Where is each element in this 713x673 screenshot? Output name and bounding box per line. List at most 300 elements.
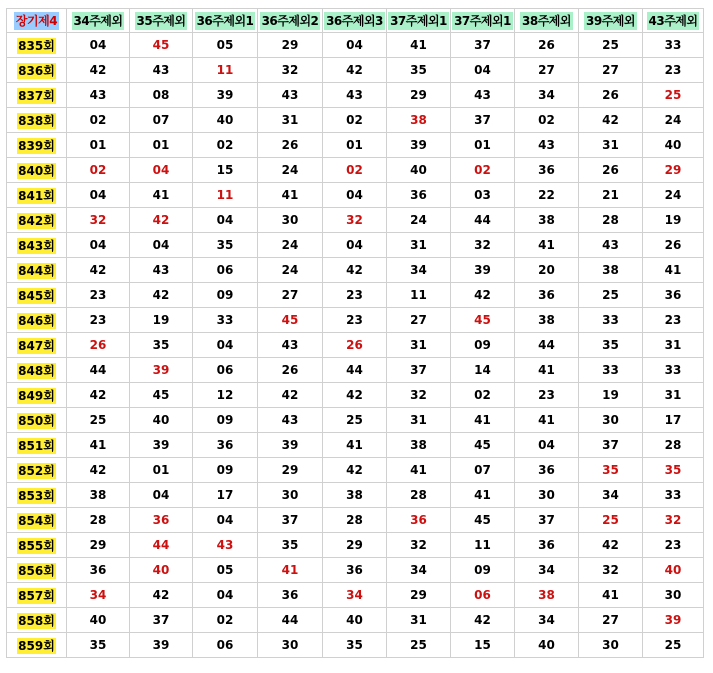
number-cell: 24 <box>258 258 323 283</box>
draw-number: 856회 <box>18 563 55 578</box>
number-cell: 36 <box>515 283 579 308</box>
number-cell: 02 <box>193 608 258 633</box>
number-cell: 30 <box>579 633 643 658</box>
number-cell: 29 <box>387 583 451 608</box>
number-cell: 23 <box>643 308 704 333</box>
draw-number: 858회 <box>18 613 55 628</box>
draw-cell <box>7 308 67 333</box>
table-row <box>7 158 704 183</box>
table-row <box>7 133 704 158</box>
column-header-label: 36주제외2 <box>261 13 319 28</box>
draw-cell <box>7 583 67 608</box>
table-row <box>7 108 704 133</box>
table-row <box>7 183 704 208</box>
number-cell: 30 <box>515 483 579 508</box>
number-cell: 44 <box>323 358 387 383</box>
draw-number: 847회 <box>18 338 55 353</box>
number-cell: 12 <box>193 383 258 408</box>
number-cell: 45 <box>258 308 323 333</box>
number-cell: 40 <box>643 133 704 158</box>
draw-cell <box>7 458 67 483</box>
number-cell: 41 <box>451 408 515 433</box>
number-cell: 31 <box>387 408 451 433</box>
number-cell: 09 <box>193 283 258 308</box>
number-cell: 17 <box>643 408 704 433</box>
number-cell: 04 <box>67 233 130 258</box>
number-cell: 37 <box>258 508 323 533</box>
number-cell: 36 <box>643 283 704 308</box>
number-cell: 06 <box>451 583 515 608</box>
number-cell: 35 <box>387 58 451 83</box>
number-cell: 02 <box>67 158 130 183</box>
number-cell: 42 <box>323 458 387 483</box>
number-cell: 29 <box>258 33 323 58</box>
table-row <box>7 83 704 108</box>
number-cell: 34 <box>387 258 451 283</box>
number-cell: 36 <box>258 583 323 608</box>
number-cell: 02 <box>515 108 579 133</box>
number-cell: 41 <box>643 258 704 283</box>
number-cell: 39 <box>451 258 515 283</box>
draw-cell <box>7 133 67 158</box>
number-cell: 02 <box>451 158 515 183</box>
draw-cell <box>7 633 67 658</box>
number-cell: 42 <box>67 458 130 483</box>
number-cell: 37 <box>515 508 579 533</box>
number-cell: 36 <box>515 458 579 483</box>
number-cell: 30 <box>579 408 643 433</box>
draw-number: 850회 <box>18 413 55 428</box>
number-cell: 38 <box>387 433 451 458</box>
number-cell: 29 <box>67 533 130 558</box>
number-cell: 43 <box>579 233 643 258</box>
number-cell: 15 <box>451 633 515 658</box>
number-cell: 40 <box>67 608 130 633</box>
number-cell: 01 <box>130 458 193 483</box>
number-cell: 37 <box>579 433 643 458</box>
number-cell: 37 <box>451 33 515 58</box>
number-cell: 36 <box>387 508 451 533</box>
number-cell: 38 <box>387 108 451 133</box>
draw-number: 840회 <box>18 163 55 178</box>
draw-cell <box>7 158 67 183</box>
draw-cell <box>7 83 67 108</box>
number-cell: 42 <box>323 383 387 408</box>
draw-cell <box>7 408 67 433</box>
number-cell: 34 <box>515 83 579 108</box>
table-body <box>7 33 704 658</box>
table-row <box>7 358 704 383</box>
number-cell: 43 <box>451 83 515 108</box>
table-row <box>7 408 704 433</box>
table-row <box>7 258 704 283</box>
number-cell: 04 <box>67 33 130 58</box>
number-cell: 04 <box>323 183 387 208</box>
number-cell: 34 <box>515 608 579 633</box>
number-cell: 19 <box>130 308 193 333</box>
number-cell: 05 <box>193 558 258 583</box>
draw-number: 839회 <box>18 138 55 153</box>
column-header-label: 35주제외 <box>136 13 186 28</box>
number-cell: 09 <box>193 408 258 433</box>
number-cell: 26 <box>643 233 704 258</box>
number-cell: 32 <box>643 508 704 533</box>
column-header <box>67 9 130 33</box>
number-cell: 26 <box>258 358 323 383</box>
number-cell: 42 <box>451 608 515 633</box>
number-cell: 37 <box>451 108 515 133</box>
column-header <box>643 9 704 33</box>
draw-cell <box>7 608 67 633</box>
number-cell: 43 <box>323 83 387 108</box>
draw-number: 845회 <box>18 288 55 303</box>
number-cell: 36 <box>67 558 130 583</box>
number-cell: 06 <box>193 358 258 383</box>
number-cell: 34 <box>515 558 579 583</box>
number-cell: 19 <box>579 383 643 408</box>
number-cell: 04 <box>130 158 193 183</box>
number-cell: 38 <box>579 258 643 283</box>
number-cell: 38 <box>323 483 387 508</box>
draw-number: 855회 <box>18 538 55 553</box>
number-cell: 35 <box>258 533 323 558</box>
number-cell: 04 <box>193 208 258 233</box>
column-header-label: 34주제외 <box>73 13 123 28</box>
number-cell: 40 <box>323 608 387 633</box>
number-cell: 24 <box>643 108 704 133</box>
draw-number: 848회 <box>18 363 55 378</box>
number-cell: 28 <box>323 508 387 533</box>
number-cell: 44 <box>515 333 579 358</box>
draw-number: 857회 <box>18 588 55 603</box>
number-cell: 04 <box>515 433 579 458</box>
table-row <box>7 58 704 83</box>
number-cell: 35 <box>323 633 387 658</box>
number-cell: 05 <box>193 33 258 58</box>
number-cell: 41 <box>515 233 579 258</box>
number-cell: 41 <box>130 183 193 208</box>
number-cell: 41 <box>515 408 579 433</box>
number-cell: 33 <box>643 33 704 58</box>
number-cell: 30 <box>258 208 323 233</box>
number-cell: 42 <box>130 208 193 233</box>
number-cell: 41 <box>515 358 579 383</box>
draw-cell <box>7 433 67 458</box>
number-cell: 39 <box>387 133 451 158</box>
number-cell: 09 <box>451 558 515 583</box>
number-cell: 33 <box>643 358 704 383</box>
column-header-label: 장기제4 <box>15 13 58 28</box>
lottery-exclusion-table <box>6 8 704 658</box>
number-cell: 25 <box>643 83 704 108</box>
draw-number: 843회 <box>18 238 55 253</box>
number-cell: 07 <box>451 458 515 483</box>
number-cell: 09 <box>193 458 258 483</box>
table-row <box>7 208 704 233</box>
number-cell: 04 <box>451 58 515 83</box>
number-cell: 38 <box>515 308 579 333</box>
table-row <box>7 558 704 583</box>
number-cell: 32 <box>579 558 643 583</box>
number-cell: 39 <box>193 83 258 108</box>
number-cell: 33 <box>579 358 643 383</box>
draw-cell <box>7 233 67 258</box>
table-row <box>7 533 704 558</box>
number-cell: 29 <box>387 83 451 108</box>
number-cell: 40 <box>515 633 579 658</box>
draw-number: 849회 <box>18 388 55 403</box>
draw-number: 859회 <box>18 638 55 653</box>
number-cell: 27 <box>579 58 643 83</box>
number-cell: 22 <box>515 183 579 208</box>
number-cell: 11 <box>193 58 258 83</box>
draw-number: 836회 <box>18 63 55 78</box>
table-row <box>7 308 704 333</box>
table-row <box>7 483 704 508</box>
number-cell: 30 <box>643 583 704 608</box>
table-row <box>7 508 704 533</box>
draw-cell <box>7 533 67 558</box>
number-cell: 43 <box>258 408 323 433</box>
number-cell: 25 <box>323 408 387 433</box>
table-row <box>7 608 704 633</box>
number-cell: 34 <box>323 583 387 608</box>
draw-number: 838회 <box>18 113 55 128</box>
number-cell: 15 <box>193 158 258 183</box>
number-cell: 40 <box>130 558 193 583</box>
number-cell: 11 <box>387 283 451 308</box>
column-header-label: 39주제외 <box>586 13 635 28</box>
number-cell: 04 <box>193 333 258 358</box>
table-row <box>7 333 704 358</box>
column-header-label: 36주제외1 <box>196 13 254 28</box>
number-cell: 35 <box>579 333 643 358</box>
draw-cell <box>7 258 67 283</box>
number-cell: 02 <box>323 108 387 133</box>
number-cell: 41 <box>387 33 451 58</box>
number-cell: 11 <box>193 183 258 208</box>
column-header-label: 43주제외 <box>648 13 698 28</box>
number-cell: 09 <box>451 333 515 358</box>
number-cell: 39 <box>130 633 193 658</box>
draw-cell <box>7 333 67 358</box>
number-cell: 25 <box>387 633 451 658</box>
column-header <box>130 9 193 33</box>
number-cell: 43 <box>130 58 193 83</box>
number-cell: 42 <box>67 383 130 408</box>
number-cell: 31 <box>387 608 451 633</box>
number-cell: 08 <box>130 83 193 108</box>
table-row <box>7 383 704 408</box>
number-cell: 45 <box>130 33 193 58</box>
number-cell: 19 <box>643 208 704 233</box>
draw-cell <box>7 108 67 133</box>
number-cell: 04 <box>193 508 258 533</box>
number-cell: 39 <box>258 433 323 458</box>
table-row <box>7 458 704 483</box>
number-cell: 42 <box>67 258 130 283</box>
number-cell: 04 <box>193 583 258 608</box>
number-cell: 24 <box>387 208 451 233</box>
column-header <box>451 9 515 33</box>
draw-cell <box>7 558 67 583</box>
number-cell: 41 <box>258 558 323 583</box>
number-cell: 45 <box>451 308 515 333</box>
column-header <box>387 9 451 33</box>
number-cell: 25 <box>643 633 704 658</box>
number-cell: 36 <box>193 433 258 458</box>
number-cell: 45 <box>451 433 515 458</box>
number-cell: 31 <box>387 333 451 358</box>
number-cell: 29 <box>258 458 323 483</box>
table-row <box>7 633 704 658</box>
table-row <box>7 433 704 458</box>
number-cell: 40 <box>643 558 704 583</box>
number-cell: 42 <box>130 583 193 608</box>
draw-number: 837회 <box>18 88 55 103</box>
number-cell: 37 <box>130 608 193 633</box>
number-cell: 43 <box>193 533 258 558</box>
number-cell: 14 <box>451 358 515 383</box>
number-cell: 36 <box>323 558 387 583</box>
number-cell: 25 <box>579 33 643 58</box>
number-cell: 02 <box>193 133 258 158</box>
number-cell: 32 <box>387 383 451 408</box>
number-cell: 42 <box>579 533 643 558</box>
number-cell: 42 <box>579 108 643 133</box>
draw-number: 852회 <box>18 463 55 478</box>
number-cell: 24 <box>258 158 323 183</box>
number-cell: 42 <box>67 58 130 83</box>
draw-number: 844회 <box>18 263 55 278</box>
number-cell: 33 <box>193 308 258 333</box>
number-cell: 21 <box>579 183 643 208</box>
column-header <box>193 9 258 33</box>
number-cell: 42 <box>451 283 515 308</box>
number-cell: 33 <box>643 483 704 508</box>
table-row <box>7 583 704 608</box>
number-cell: 41 <box>579 583 643 608</box>
number-cell: 34 <box>67 583 130 608</box>
draw-cell <box>7 183 67 208</box>
number-cell: 32 <box>451 233 515 258</box>
number-cell: 07 <box>130 108 193 133</box>
column-header <box>258 9 323 33</box>
draw-cell <box>7 383 67 408</box>
number-cell: 40 <box>193 108 258 133</box>
number-cell: 44 <box>130 533 193 558</box>
number-cell: 41 <box>67 433 130 458</box>
draw-cell <box>7 33 67 58</box>
number-cell: 31 <box>387 233 451 258</box>
number-cell: 23 <box>67 283 130 308</box>
number-cell: 28 <box>579 208 643 233</box>
number-cell: 28 <box>67 508 130 533</box>
number-cell: 33 <box>579 308 643 333</box>
number-cell: 23 <box>643 533 704 558</box>
number-cell: 04 <box>130 233 193 258</box>
draw-cell <box>7 508 67 533</box>
number-cell: 23 <box>323 308 387 333</box>
number-cell: 39 <box>130 433 193 458</box>
number-cell: 01 <box>130 133 193 158</box>
draw-number: 854회 <box>18 513 55 528</box>
number-cell: 26 <box>67 333 130 358</box>
number-cell: 25 <box>579 283 643 308</box>
number-cell: 44 <box>67 358 130 383</box>
number-cell: 25 <box>579 508 643 533</box>
number-cell: 25 <box>67 408 130 433</box>
number-cell: 32 <box>387 533 451 558</box>
number-cell: 23 <box>323 283 387 308</box>
number-cell: 45 <box>130 383 193 408</box>
column-header-label: 37주제외1 <box>390 13 447 28</box>
number-cell: 29 <box>643 158 704 183</box>
number-cell: 06 <box>193 258 258 283</box>
number-cell: 31 <box>643 383 704 408</box>
draw-number: 841회 <box>18 188 55 203</box>
number-cell: 26 <box>323 333 387 358</box>
number-cell: 45 <box>451 508 515 533</box>
number-cell: 39 <box>643 608 704 633</box>
number-cell: 11 <box>451 533 515 558</box>
draw-cell <box>7 483 67 508</box>
number-cell: 38 <box>67 483 130 508</box>
number-cell: 02 <box>67 108 130 133</box>
number-cell: 43 <box>130 258 193 283</box>
number-cell: 31 <box>579 133 643 158</box>
number-cell: 01 <box>451 133 515 158</box>
number-cell: 27 <box>258 283 323 308</box>
number-cell: 20 <box>515 258 579 283</box>
column-header <box>515 9 579 33</box>
number-cell: 40 <box>130 408 193 433</box>
number-cell: 31 <box>258 108 323 133</box>
header-row <box>7 9 704 33</box>
number-cell: 23 <box>643 58 704 83</box>
number-cell: 43 <box>258 333 323 358</box>
number-cell: 28 <box>387 483 451 508</box>
number-cell: 28 <box>643 433 704 458</box>
draw-number: 842회 <box>18 213 55 228</box>
number-cell: 37 <box>387 358 451 383</box>
number-cell: 43 <box>515 133 579 158</box>
table-row <box>7 283 704 308</box>
number-cell: 23 <box>67 308 130 333</box>
number-cell: 31 <box>643 333 704 358</box>
number-cell: 35 <box>130 333 193 358</box>
column-header-label: 36주제외3 <box>326 13 383 28</box>
number-cell: 17 <box>193 483 258 508</box>
number-cell: 32 <box>323 208 387 233</box>
number-cell: 34 <box>579 483 643 508</box>
number-cell: 27 <box>579 608 643 633</box>
number-cell: 30 <box>258 633 323 658</box>
number-cell: 30 <box>258 483 323 508</box>
number-cell: 41 <box>451 483 515 508</box>
number-cell: 34 <box>387 558 451 583</box>
number-cell: 40 <box>387 158 451 183</box>
number-cell: 26 <box>515 33 579 58</box>
number-cell: 43 <box>67 83 130 108</box>
number-cell: 42 <box>323 258 387 283</box>
draw-cell <box>7 358 67 383</box>
number-cell: 42 <box>323 58 387 83</box>
number-cell: 43 <box>258 83 323 108</box>
number-cell: 32 <box>258 58 323 83</box>
number-cell: 44 <box>451 208 515 233</box>
number-cell: 36 <box>515 158 579 183</box>
